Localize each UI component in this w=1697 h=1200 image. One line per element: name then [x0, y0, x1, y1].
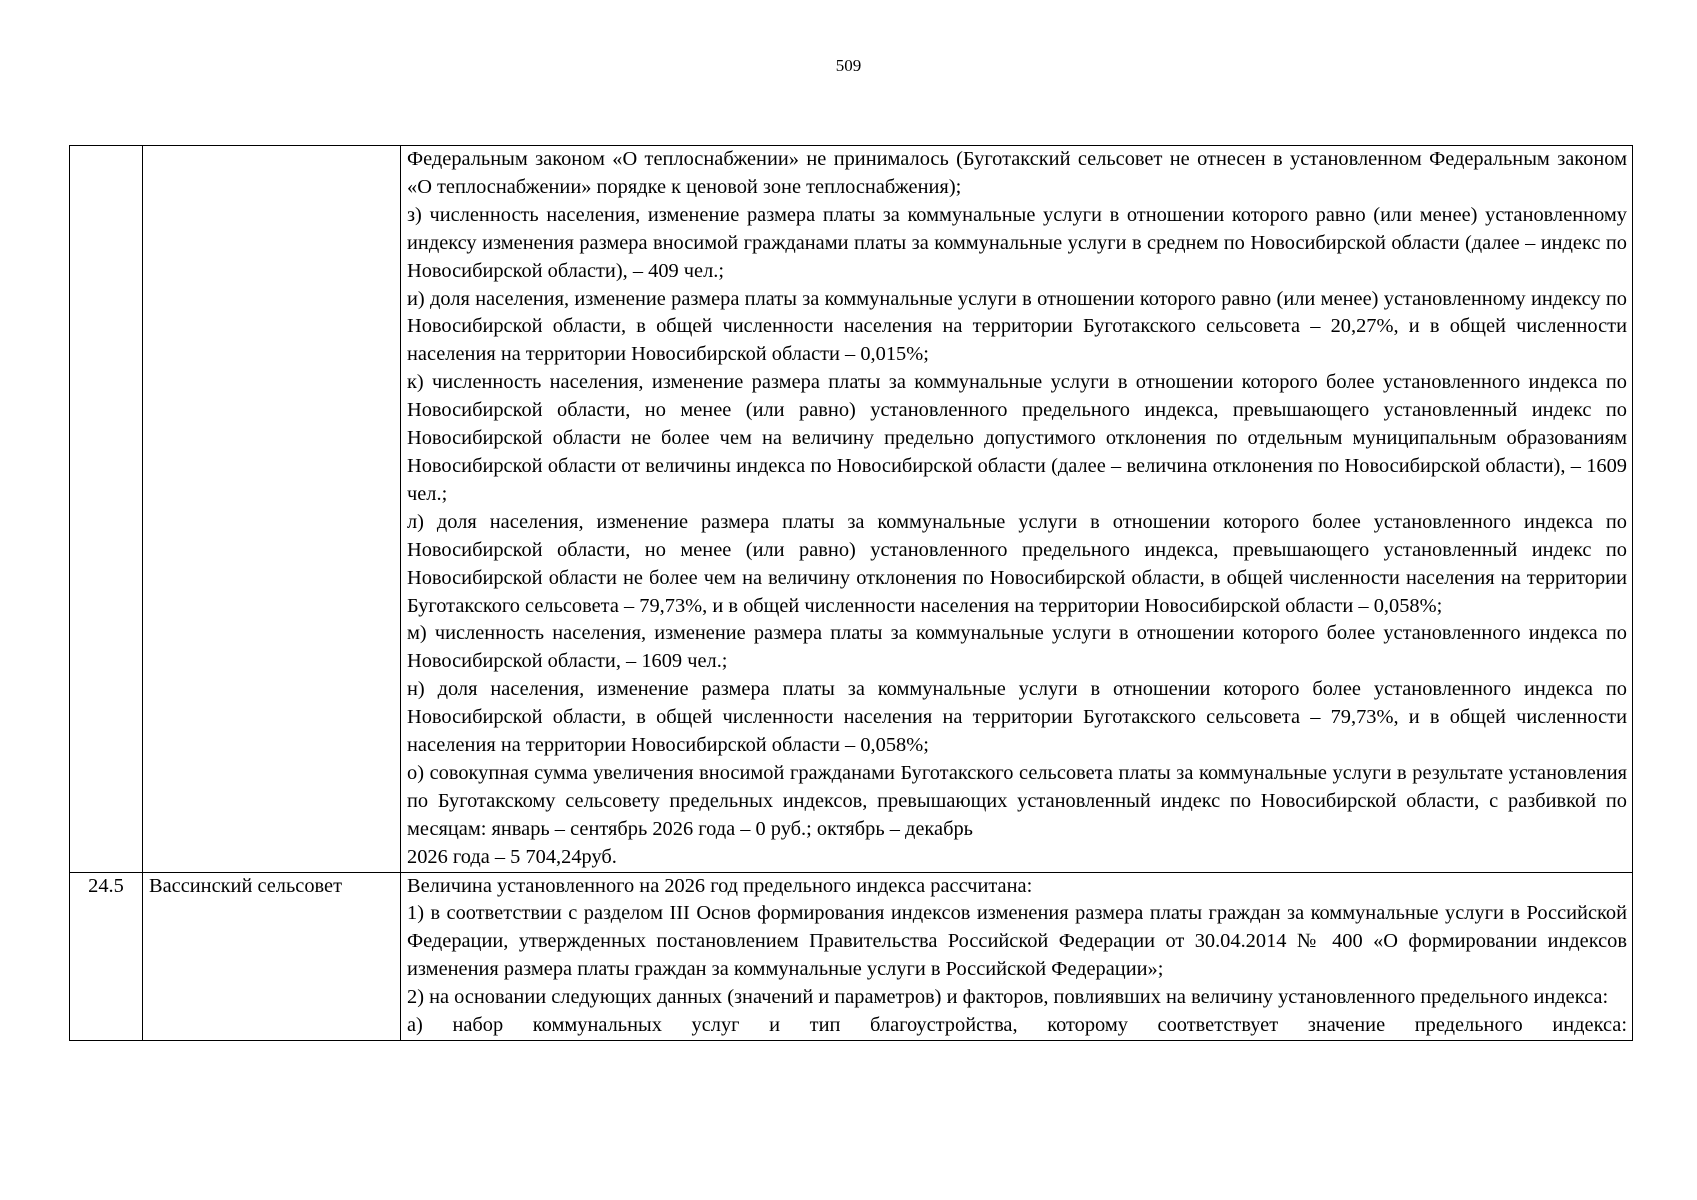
row-number-cell	[70, 146, 143, 873]
paragraph: 2) на основании следующих данных (значений и параметров) и факторов, повлиявших на величину установленного предельного индекса:	[407, 986, 1609, 1009]
paragraph: 1) в соответствии с разделом III Основ формирования индексов изменения размера платы граждан за коммунальные услуги в Российской Федерации, утвержденных постановлением Правительства Российской Федерации от 30.04.2014 № 400 «О формировании индексов изменения размера платы граждан за коммунальные услуги в Российской Федерации»;	[407, 902, 1627, 981]
paragraph: н) доля населения, изменение размера платы за коммунальные услуги в отношении которого более установленного индекса по Новосибирской области, в общей численности населения на территории Буготакского сельсовета – 79,73%, и в общей численности населения на территории Новосибирской области – 0,058%;	[407, 678, 1627, 757]
paragraph: о) совокупная сумма увеличения вносимой гражданами Буготакского сельсовета платы за коммунальные услуги в результате установления по Буготакскому сельсовету предельных индексов, превышающих установленный индекс по Новосибирской области, с разбивкой по месяцам: январь – сентябрь 2026 года – 0 руб.; октябрь – декабрь	[407, 761, 1627, 840]
paragraph: и) доля населения, изменение размера платы за коммунальные услуги в отношении которого равно (или менее) установленному индексу по Новосибирской области, в общей численности населения на территории Буготакского сельсовета – 20,27%, и в общей численности населения на территории Новосибирской области – 0,015%;	[407, 287, 1627, 366]
paragraph: 2026 года – 5 704,24руб.	[407, 845, 617, 868]
row-number-cell: 24.5	[70, 872, 143, 1040]
paragraph: л) доля населения, изменение размера платы за коммунальные услуги в отношении которого более установленного индекса по Новосибирской области, но менее (или равно) установленного предельного индекса, превышающего установленный индекс по Новосибирской области не более чем на величину отклонения по Новосибирской области, в общей численности населения на территории Буготакского сельсовета – 79,73%, и в общей численности населения на территории Новосибирской области – 0,058%;	[407, 510, 1627, 617]
paragraph: з) численность населения, изменение размера платы за коммунальные услуги в отношении которого равно (или менее) установленному индексу изменения размера вносимой гражданами платы за коммунальные услуги в среднем по Новосибирской области (далее – индекс по Новосибирской области), – 409 чел.;	[407, 203, 1627, 282]
paragraph: а) набор коммунальных услуг и тип благоустройства, которому соответствует значение предельного индекса:	[407, 1014, 1627, 1037]
table-row	[70, 872, 1633, 1040]
paragraph: Федеральным законом «О теплоснабжении» не принималось (Буготакский сельсовет не отнесен в установленном Федеральным законом «О теплоснабжении» порядке к ценовой зоне теплоснабжения);	[407, 148, 1627, 198]
municipality-name-cell: Вассинский сельсовет	[143, 872, 401, 1040]
paragraph: к) численность населения, изменение размера платы за коммунальные услуги в отношении которого более установленного индекса по Новосибирской области, но менее (или равно) установленного предельного индекса, превышающего установленный индекс по Новосибирской области не более чем на величину предельно допустимого отклонения по отдельным муниципальным образованиям Новосибирской области от величины индекса по Новосибирской области (далее – величина отклонения по Новосибирской области), – 1609 чел.;	[407, 371, 1627, 505]
description-cell	[401, 872, 1633, 1040]
description-cell	[401, 146, 1633, 873]
table-row	[70, 146, 1633, 873]
tariff-table	[69, 145, 1633, 1041]
page-number: 509	[835, 56, 862, 75]
paragraph: м) численность населения, изменение размера платы за коммунальные услуги в отношении которого более установленного индекса по Новосибирской области, – 1609 чел.;	[407, 622, 1627, 673]
paragraph: Величина установленного на 2026 год предельного индекса рассчитана:	[407, 874, 1033, 897]
municipality-name-cell	[143, 146, 401, 873]
